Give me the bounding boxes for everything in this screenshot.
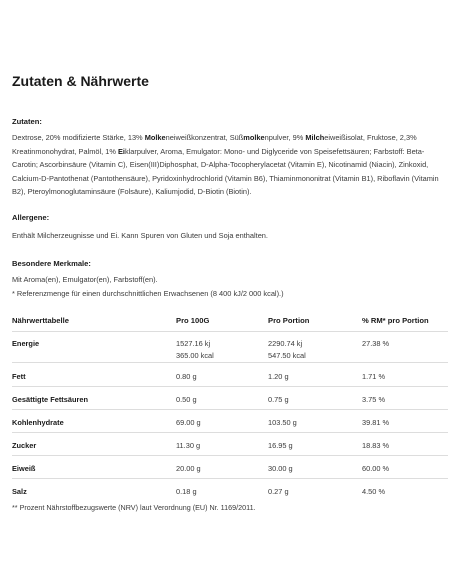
cell-rm: 3.75 %: [362, 395, 386, 404]
allergen-highlight: molke: [243, 133, 265, 142]
cell-rm: 60.00 %: [362, 464, 390, 473]
ingredients-run: Kreatinmonohydrat, Palmöl, 1%: [12, 146, 118, 156]
table-row-divider: [12, 386, 448, 387]
ingredients-line: [12, 145, 439, 159]
cell-portion: 16.95 g: [268, 441, 293, 450]
table-row-divider: [12, 362, 448, 363]
features-text: [12, 273, 284, 300]
cell-per100: 20.00 g: [176, 464, 201, 473]
ingredients-run: eiweißisolat, Fruktose, 2,3%: [324, 133, 417, 142]
footnote: ** Prozent Nährstoffbezugswerte (NRV) laut Verordnung (EU) Nr. 1169/2011.: [12, 503, 256, 512]
cell-portion: 103.50 g: [268, 418, 297, 427]
ingredients-line: [12, 172, 439, 186]
cell-per100-secondary: 365.00 kcal: [176, 351, 214, 360]
cell-per100: 11.30 g: [176, 441, 201, 450]
ingredients-run: npulver, 9%: [264, 133, 306, 142]
cell-rm: 39.81 %: [362, 418, 390, 427]
ingredients-line: [12, 158, 439, 172]
cell-rm: 18.83 %: [362, 441, 390, 450]
features-heading: Besondere Merkmale:: [12, 259, 91, 268]
cell-rm: 1.71 %: [362, 372, 386, 381]
features-line-1: Mit Aroma(en), Emulgator(en), Farbstoff(en).: [12, 275, 158, 284]
row-label: Zucker: [12, 441, 37, 450]
cell-per100: 0.50 g: [176, 395, 197, 404]
table-divider: [12, 331, 448, 332]
ingredients-text: [12, 131, 439, 199]
cell-per100: 1527.16 kj: [176, 339, 211, 348]
row-label: Gesättigte Fettsäuren: [12, 395, 88, 404]
cell-per100: 0.80 g: [176, 372, 197, 381]
allergen-highlight: Molke: [144, 133, 166, 142]
features-line-2: * Referenzmenge für einen durchschnittlichen Erwachsenen (8 400 kJ/2 000 kcal).): [12, 288, 284, 298]
ingredients-run: Calcium-D-Pantothenat (Pantothensäure), Pyridoxinhydrochlorid (Vitamin B6), Thiaminmononitrat (Vitamin B1), Riboflavin (Vitamin: [12, 173, 439, 183]
table-row-divider: [12, 455, 448, 456]
table-row-divider: [12, 432, 448, 433]
cell-portion: 1.20 g: [268, 372, 289, 381]
ingredients-run: Dextrose, 20% modifizierte Stärke, 13%: [12, 133, 145, 142]
cell-portion: 0.75 g: [268, 395, 289, 404]
allergen-highlight: Milch: [305, 133, 325, 142]
ingredients-line: [12, 131, 439, 145]
allergens-text: Enthält Milcherzeugnisse und Ei. Kann Spuren von Gluten und Soja enthalten.: [12, 231, 268, 240]
row-label: Kohlenhydrate: [12, 418, 64, 427]
ingredients-run: neiweißkonzentrat, Süß: [165, 133, 244, 142]
allergen-highlight: Ei: [117, 146, 125, 156]
ingredients-run: klarpulver, Aroma, Emulgator: Mono- und Diglyceride von Speisefettsäuren; Farbstoff: Beta-: [124, 146, 425, 156]
table-row-divider: [12, 409, 448, 410]
cell-portion-secondary: 547.50 kcal: [268, 351, 306, 360]
table-header-rm: % RM* pro Portion: [362, 316, 429, 325]
row-label: Salz: [12, 487, 27, 496]
ingredients-heading: Zutaten:: [12, 117, 42, 126]
cell-portion: 2290.74 kj: [268, 339, 303, 348]
cell-per100: 0.18 g: [176, 487, 197, 496]
cell-rm: 27.38 %: [362, 339, 390, 348]
page-title: Zutaten & Nährwerte: [12, 73, 149, 89]
allergens-heading: Allergene:: [12, 213, 50, 222]
ingredients-run: Carotin; Ascorbinsäure (Vitamin C), Eisen(III)Diphosphat, D-Alpha-Tocopherylacetat (Vitamin E), Nicotinamid (Niacin), Zinkoxid,: [12, 160, 429, 169]
ingredients-line: [12, 185, 439, 199]
cell-rm: 4.50 %: [362, 487, 386, 496]
cell-portion: 30.00 g: [268, 464, 293, 473]
cell-portion: 0.27 g: [268, 487, 289, 496]
row-label: Energie: [12, 339, 40, 348]
table-row-divider: [12, 478, 448, 479]
table-header-per100: Pro 100G: [176, 316, 210, 325]
row-label: Eiweiß: [12, 464, 36, 473]
cell-per100: 69.00 g: [176, 418, 201, 427]
table-header-portion: Pro Portion: [268, 316, 310, 325]
row-label: Fett: [12, 372, 26, 381]
table-header-label: Nährwerttabelle: [12, 316, 69, 325]
ingredients-run: B2), Pteroylmonoglutaminsäure (Folsäure), Kaliumjodid, D-Biotin (Biotin).: [12, 187, 252, 196]
